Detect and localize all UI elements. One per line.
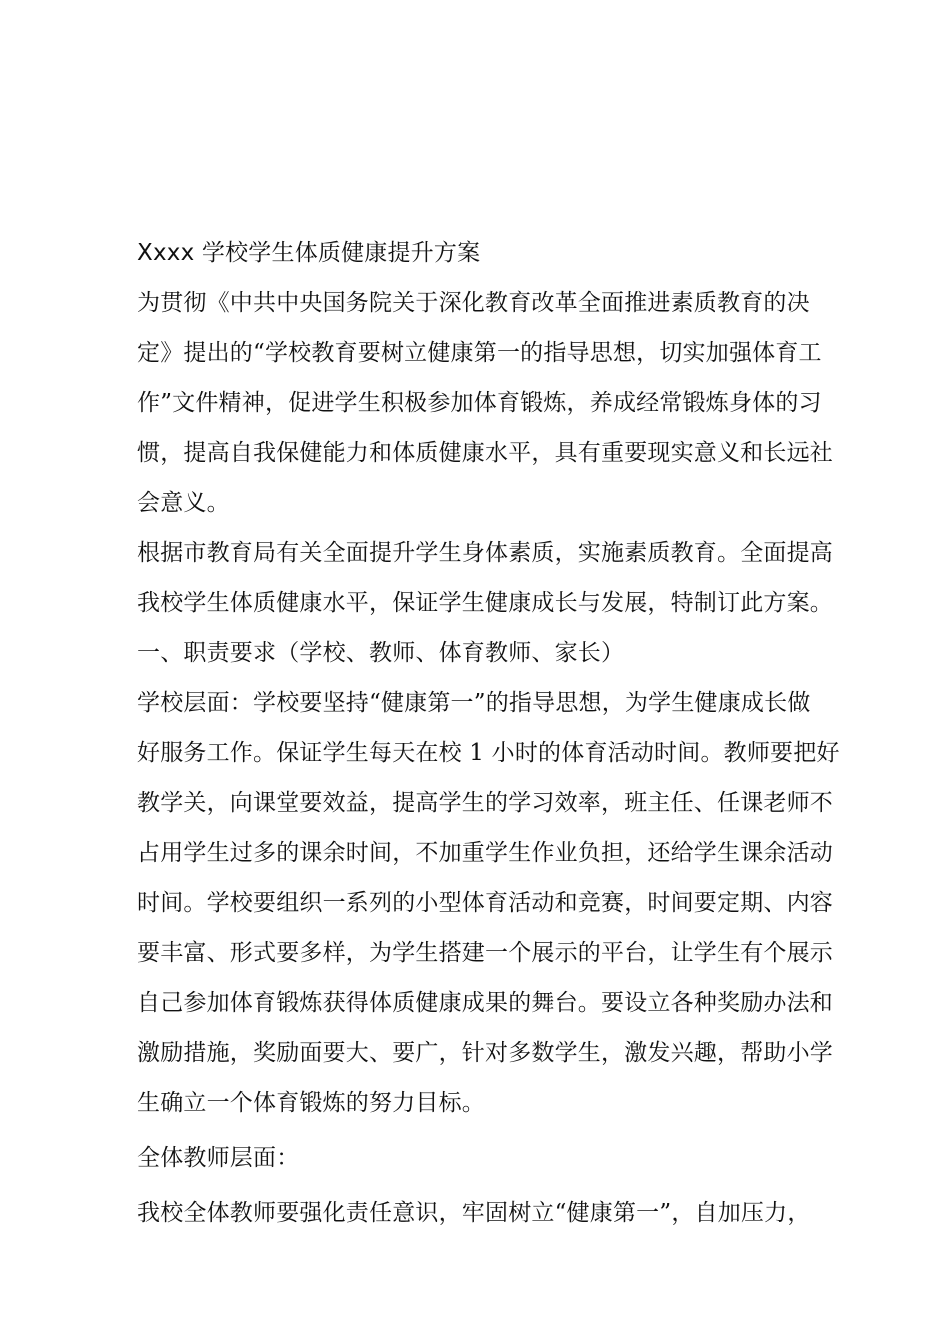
paragraph-teachers [137,1188,813,1238]
paragraph-line: 要丰富、形式要多样，为学生搭建一个展示的平台，让学生有个展示 [137,940,833,966]
paragraph-line: 自己参加体育锻炼获得体质健康成果的舞台。要设立各种奖励办法和 [137,990,833,1016]
paragraph-line: 惯，提高自我保健能力和体质健康水平，具有重要现实意义和长远社 [137,440,833,466]
paragraph-basis [137,528,833,628]
document-title: Xxxx 学校学生体质健康提升方案 [137,240,481,266]
paragraph-line: 我校学生体质健康水平，保证学生健康成长与发展，特制订此方案。 [137,590,833,616]
paragraph-line: 作”文件精神，促进学生积极参加体育锻炼，养成经常锻炼身体的习 [137,390,822,416]
paragraph-intro [137,278,833,528]
document-body [137,228,840,1238]
subheading-teachers: 全体教师层面： [137,1145,300,1171]
paragraph-line: 学校层面：学校要坚持“健康第一”的指导思想，为学生健康成长做 [137,690,811,716]
paragraph-line: 占用学生过多的课余时间，不加重学生作业负担，还给学生课余活动 [137,840,833,866]
paragraph-line: 为贯彻《中共中央国务院关于深化教育改革全面推进素质教育的决 [137,290,810,316]
paragraph-line: 激励措施，奖励面要大、要广，针对多数学生，激发兴趣，帮助小学 [137,1040,833,1066]
paragraph-line: 定》提出的“学校教育要树立健康第一的指导思想，切实加强体育工 [137,340,822,366]
section-heading: 一、职责要求（学校、教师、体育教师、家长） [137,640,625,666]
paragraph-line: 根据市教育局有关全面提升学生身体素质，实施素质教育。全面提高 [137,540,833,566]
paragraph-line: 生确立一个体育锻炼的努力目标。 [137,1090,485,1116]
paragraph-line: 好服务工作。保证学生每天在校 1 小时的体育活动时间。教师要把好 [137,740,840,766]
paragraph-line: 教学关，向课堂要效益，提高学生的学习效率，班主任、任课老师不 [137,790,833,816]
paragraph-line: 会意义。 [137,490,230,516]
paragraph-line: 我校全体教师要强化责任意识，牢固树立“健康第一”，自加压力， [137,1200,811,1226]
paragraph-line: 时间。学校要组织一系列的小型体育活动和竞赛，时间要定期、内容 [137,890,833,916]
paragraph-school-level [137,678,840,1128]
